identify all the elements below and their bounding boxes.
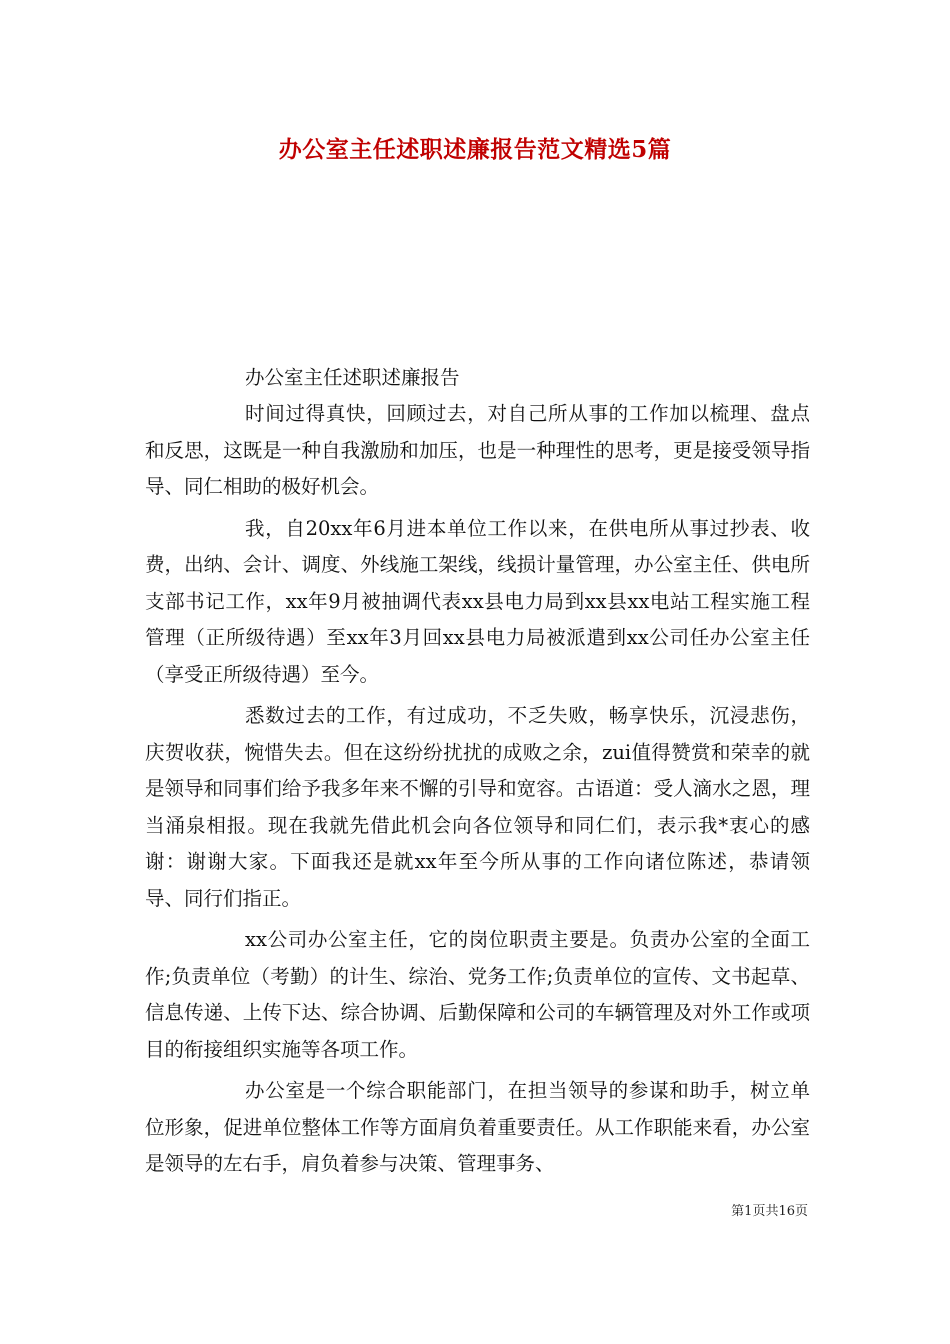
paragraph-intro: 时间过得真快，回顾过去，对自己所从事的工作加以梳理、盘点和反思，这既是一种自我激励和加压，也是一种理性的思考，更是接受领导指导、同仁相助的极好机会。 [145, 402, 810, 498]
paragraph-duties: xx公司办公室主任，它的岗位职责主要是。负责办公室的全面工作;负责单位（考勤）的计生、综治、党务工作;负责单位的宣传、文书起草、信息传递、上传下达、综合协调、后勤保障和公司的车辆管理及对外工作或项目的衔接组织实施等各项工作。 [145, 928, 810, 1061]
paragraph-gratitude: 悉数过去的工作，有过成功，不乏失败，畅享快乐，沉浸悲伤，庆贺收获，惋惜失去。但在这纷纷扰扰的成败之余，zui值得赞赏和荣幸的就是领导和同事们给予我多年来不懈的引导和宽容。古语道：受人滴水之恩，理当涌泉相报。现在我就先借此机会向各位领导和同仁们，表示我*衷心的感谢：谢谢大家。下面我还是就xx年至今所从事的工作向诸位陈述，恭请领导、同行们指正。 [145, 704, 810, 910]
paragraph-career: 我，自20xx年6月进本单位工作以来，在供电所从事过抄表、收费，出纳、会计、调度、外线施工架线，线损计量管理，办公室主任、供电所支部书记工作，xx年9月被抽调代表xx县电力局到xx县xx电站工程实施工程管理（正所级待遇）至xx年3月回xx县电力局被派遣到xx公司任办公室主任（享受正所级待遇）至今。 [145, 516, 810, 686]
document-title: 办公室主任述职述廉报告范文精选5篇 [278, 136, 672, 163]
document-body [145, 360, 810, 1188]
report-subtitle: 办公室主任述职述廉报告 [245, 366, 460, 389]
page-number: 第1页共16页 [731, 1204, 808, 1219]
paragraph-office-role: 办公室是一个综合职能部门，在担当领导的参谋和助手，树立单位形象，促进单位整体工作等方面肩负着重要责任。从工作职能来看，办公室是领导的左右手，肩负着参与决策、管理事务、 [145, 1079, 810, 1175]
